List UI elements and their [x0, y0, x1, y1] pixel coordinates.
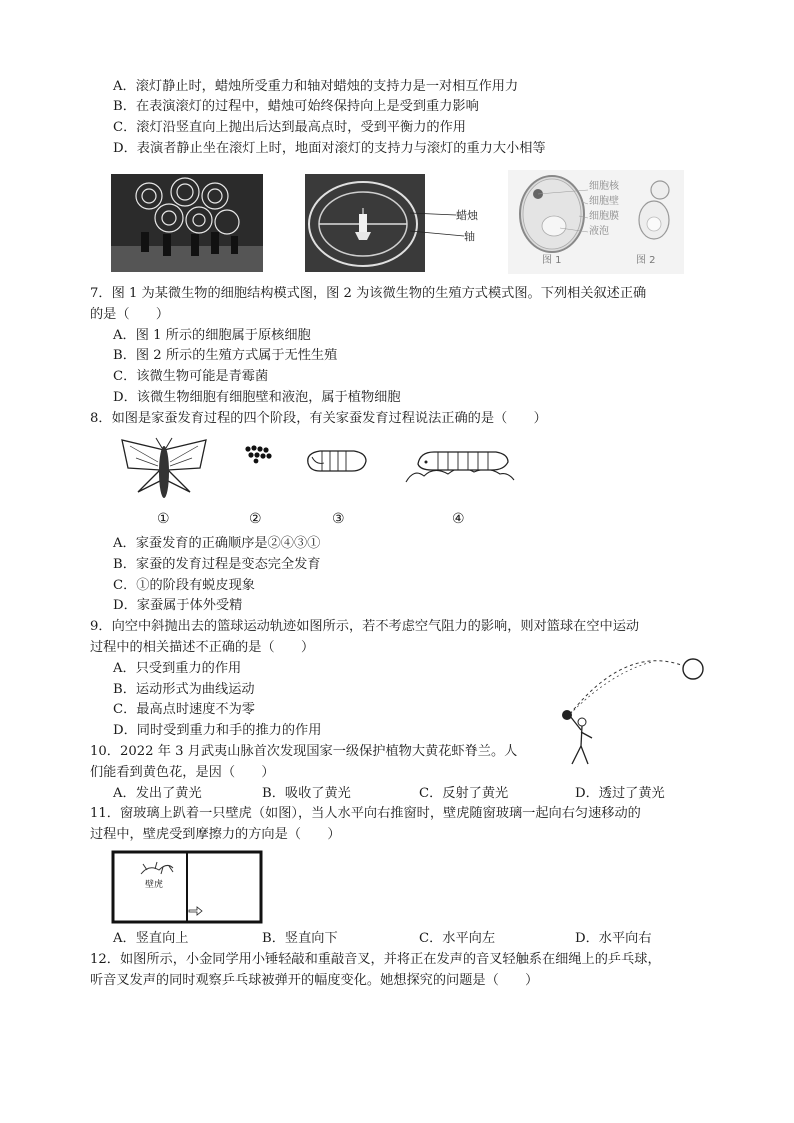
q9-option-d: D．同时受到重力和手的推力的作用: [113, 723, 322, 738]
cell-membrane-label: 细胞膜: [589, 211, 619, 222]
q6-option-d: D．表演者静止坐在滚灯上时，地面对滚灯的支持力与滚灯的重力大小相等: [113, 141, 546, 156]
q8-option-c: C．①的阶段有蜕皮现象: [113, 578, 255, 593]
q7-option-b: B．图 2 所示的生殖方式属于无性生殖: [113, 348, 338, 363]
q7-stem-line1: 7．图 1 为某微生物的细胞结构模式图，图 2 为该微生物的生殖方式模式图。下列相关叙述正确: [90, 286, 647, 301]
q8-stem: 8．如图是家蚕发育过程的四个阶段，有关家蚕发育过程说法正确的是（ ）: [90, 411, 547, 426]
q10-option-d: D．透过了黄光: [575, 786, 665, 801]
nucleus-label: 细胞核: [589, 181, 619, 192]
q6-option-b: B．在表演滚灯的过程中，蜡烛可始终保持向上是受到重力影响: [113, 99, 479, 114]
figure-2-caption: 图 2: [636, 255, 656, 266]
stage-2-label: ②: [249, 511, 262, 527]
q9-stem-line1: 9．向空中斜抛出去的篮球运动轨迹如图所示，若不考虑空气阻力的影响，则对篮球在空中运动: [90, 619, 640, 634]
candle-label: 蜡烛: [456, 209, 478, 222]
q11-stem-line2: 过程中，壁虎受到摩擦力的方向是（ ）: [90, 827, 341, 842]
basketball-trajectory-figure: [556, 652, 708, 772]
q10-option-a: A．发出了黄光: [113, 786, 202, 801]
q10-stem-line1: 10．2022 年 3 月武夷山脉首次发现国家一级保护植物大黄花虾脊兰。人: [90, 744, 518, 759]
stage-4-label: ④: [452, 511, 465, 527]
figure-1-caption: 图 1: [542, 255, 562, 266]
vacuole-label: 液泡: [589, 226, 609, 237]
stage-1-label: ①: [157, 511, 170, 527]
q11-option-a: A．竖直向上: [113, 931, 189, 946]
q8-option-d: D．家蚕属于体外受精: [113, 598, 243, 613]
q12-stem-line1: 12．如图所示，小金同学用小锤轻敲和重敲音叉，并将正在发声的音叉轻触系在细绳上的乒乓球，: [90, 952, 661, 967]
q11-option-c: C．水平向左: [419, 931, 496, 946]
performers-photo: [111, 174, 263, 272]
q12-stem-line2: 听音叉发声的同时观察乒乓球被弹开的幅度变化。她想探究的问题是（ ）: [90, 973, 539, 988]
q7-stem-line2: 的是（ ）: [90, 307, 170, 322]
q6-option-c: C．滚灯沿竖直向上抛出后达到最高点时，受到平衡力的作用: [113, 120, 466, 135]
larva-icon: [404, 442, 516, 488]
lantern-photo: [305, 174, 425, 272]
q11-option-b: B．竖直向下: [262, 931, 338, 946]
q9-option-a: A．只受到重力的作用: [113, 661, 242, 676]
q10-option-b: B．吸收了黄光: [262, 786, 351, 801]
pupa-icon: [302, 445, 370, 475]
q9-stem-line2: 过程中的相关描述不正确的是（ ）: [90, 640, 315, 655]
q8-option-b: B．家蚕的发育过程是变态完全发育: [113, 557, 321, 572]
eggs-icon: [244, 444, 274, 464]
q7-option-c: C．该微生物可能是青霉菌: [113, 369, 269, 384]
q10-option-c: C．反射了黄光: [419, 786, 509, 801]
axis-label: 轴: [464, 230, 475, 243]
window-gecko-figure: [111, 850, 263, 924]
q7-option-a: A．图 1 所示的细胞属于原核细胞: [113, 328, 311, 343]
q11-stem-line1: 11．窗玻璃上趴着一只壁虎（如图），当人水平向右推窗时，壁虎随窗玻璃一起向右匀速移动的: [90, 806, 641, 821]
q8-option-a: A．家蚕发育的正确顺序是②④③①: [113, 536, 321, 551]
gecko-label: 壁虎: [145, 880, 164, 890]
q10-stem-line2: 们能看到黄色花，是因（ ）: [90, 765, 275, 780]
silk-moth-icon: [118, 436, 210, 506]
q9-option-b: B．运动形式为曲线运动: [113, 682, 255, 697]
stage-3-label: ③: [332, 511, 345, 527]
q6-option-a: A．滚灯静止时，蜡烛所受重力和轴对蜡烛的支持力是一对相互作用力: [113, 79, 519, 94]
q11-option-d: D．水平向右: [575, 931, 652, 946]
q7-option-d: D．该微生物细胞有细胞壁和液泡，属于植物细胞: [113, 390, 401, 405]
cell-wall-label: 细胞壁: [589, 196, 619, 207]
label-leaders: [410, 205, 466, 245]
q9-option-c: C．最高点时速度不为零: [113, 702, 255, 717]
